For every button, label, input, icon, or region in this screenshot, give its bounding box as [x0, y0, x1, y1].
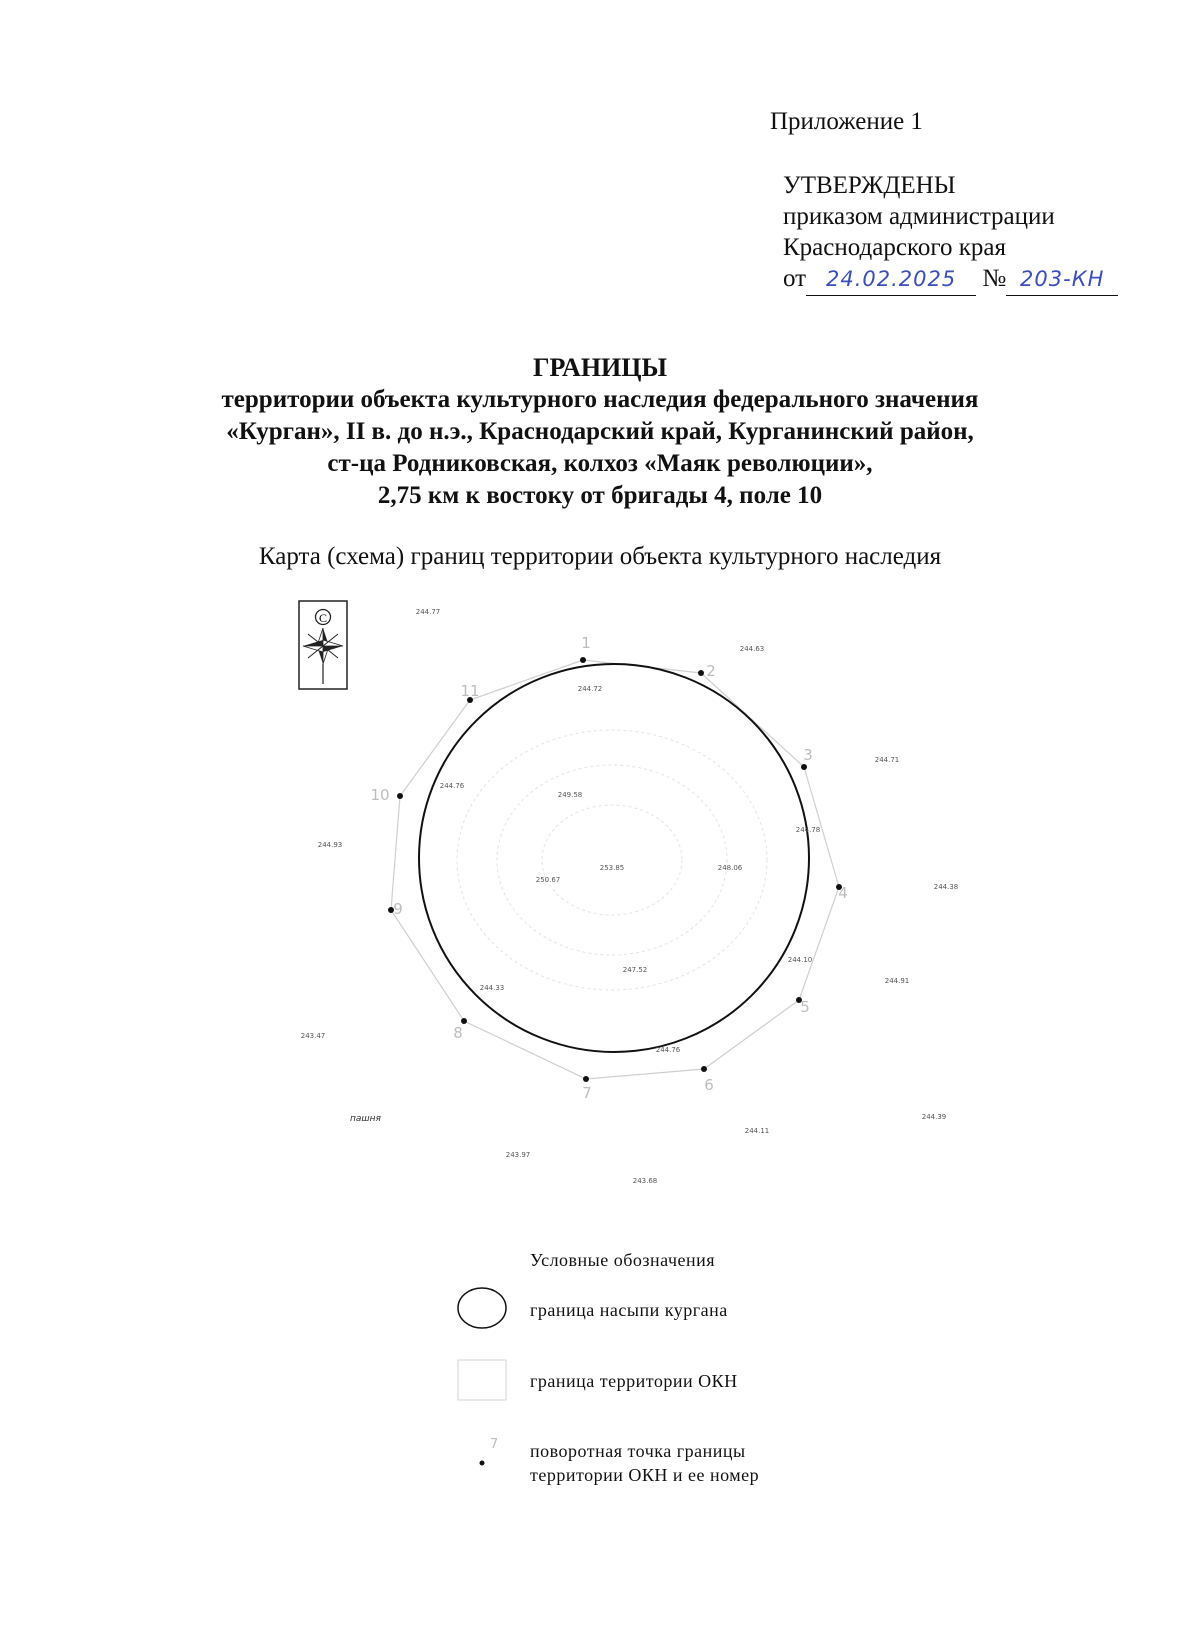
elevation-mark: 244.77	[415, 608, 441, 616]
turning-point-number: 3	[803, 746, 813, 764]
turning-point-number: 8	[453, 1024, 463, 1042]
approved-line-1: приказом администрации	[783, 203, 1055, 230]
approved-line-2: Краснодарского края	[783, 234, 1006, 261]
turning-point-dot	[580, 657, 586, 663]
handwritten-number: 203-КН	[1020, 267, 1105, 291]
elevation-mark: 247.52	[622, 966, 648, 974]
turning-point-dot	[801, 764, 807, 770]
elevation-mark: 244.93	[317, 841, 343, 849]
title-line-2: «Курган», II в. до н.э., Краснодарский край, Курганинский район,	[226, 418, 974, 445]
mound-boundary	[419, 664, 809, 1052]
turning-point-dot	[397, 793, 403, 799]
land-label: пашня	[350, 1114, 381, 1124]
elevation-mark: 249.58	[557, 791, 583, 799]
elevation-mark: 244.10	[787, 956, 813, 964]
compass-icon	[299, 601, 347, 689]
turning-point-number: 7	[582, 1084, 592, 1102]
turning-point-number: 1	[581, 634, 591, 652]
elevation-mark: 250.67	[535, 876, 561, 884]
turning-point-number: 9	[393, 900, 403, 918]
turning-point-number: 2	[706, 662, 716, 680]
elevation-mark: 244.76	[655, 1046, 681, 1054]
turning-point-number: 10	[370, 786, 390, 804]
compass-letter: С	[318, 611, 328, 625]
title-line-3: ст-ца Родниковская, колхоз «Маяк революции»,	[327, 450, 873, 477]
elevation-mark: 244.11	[744, 1127, 770, 1135]
elevation-contours	[457, 730, 767, 990]
elevation-mark: 244.91	[884, 977, 910, 985]
map-subtitle: Карта (схема) границ территории объекта культурного наследия	[258, 543, 942, 570]
elevation-mark: 248.06	[717, 864, 743, 872]
elevation-mark: 244.38	[933, 883, 959, 891]
elevation-mark: 244.78	[795, 826, 821, 834]
from-label: от	[783, 265, 807, 292]
turning-point-dot	[583, 1076, 589, 1082]
handwritten-date: 24.02.2025	[825, 267, 957, 291]
title-main: ГРАНИЦЫ	[532, 353, 668, 382]
elevation-marks	[301, 608, 959, 1185]
elevation-mark: 243.47	[300, 1032, 326, 1040]
legend-mound-symbol	[458, 1288, 506, 1328]
legend-point-line-1: поворотная точка границы	[530, 1441, 746, 1461]
elevation-mark: 243.97	[505, 1151, 531, 1159]
turning-point-number: 11	[460, 682, 480, 700]
elevation-mark: 244.63	[739, 645, 765, 653]
appendix-label: Приложение 1	[770, 108, 923, 135]
turning-point-number: 4	[838, 884, 848, 902]
elevation-mark: 243.68	[632, 1177, 658, 1185]
legend-title: Условные обозначения	[530, 1250, 716, 1270]
elevation-mark: 244.71	[874, 756, 900, 764]
elevation-mark: 244.72	[577, 685, 603, 693]
elevation-mark: 244.33	[479, 984, 505, 992]
legend-territory-label: граница территории ОКН	[530, 1371, 738, 1391]
turning-point-number: 5	[800, 998, 810, 1016]
legend-mound-label: граница насыпи кургана	[530, 1300, 728, 1320]
turning-point-number: 6	[704, 1076, 714, 1094]
title-line-4: 2,75 км к востоку от бригады 4, поле 10	[377, 482, 823, 509]
turning-point-dot	[701, 1066, 707, 1072]
number-label: №	[982, 265, 1007, 292]
title-line-1: территории объекта культурного наследия федерального значения	[221, 386, 979, 413]
legend-point-number: 7	[490, 1437, 499, 1452]
elevation-mark: 244.76	[439, 782, 465, 790]
elevation-mark: 244.39	[921, 1113, 947, 1121]
legend-point-symbol	[480, 1461, 485, 1466]
approved-title: УТВЕРЖДЕНЫ	[783, 172, 956, 199]
legend-point-label	[530, 1439, 759, 1487]
turning-point-dot	[698, 670, 704, 676]
legend-point-line-2: территории ОКН и ее номер	[530, 1465, 760, 1485]
legend-territory-symbol	[458, 1360, 506, 1400]
elevation-mark: 253.85	[599, 864, 625, 872]
